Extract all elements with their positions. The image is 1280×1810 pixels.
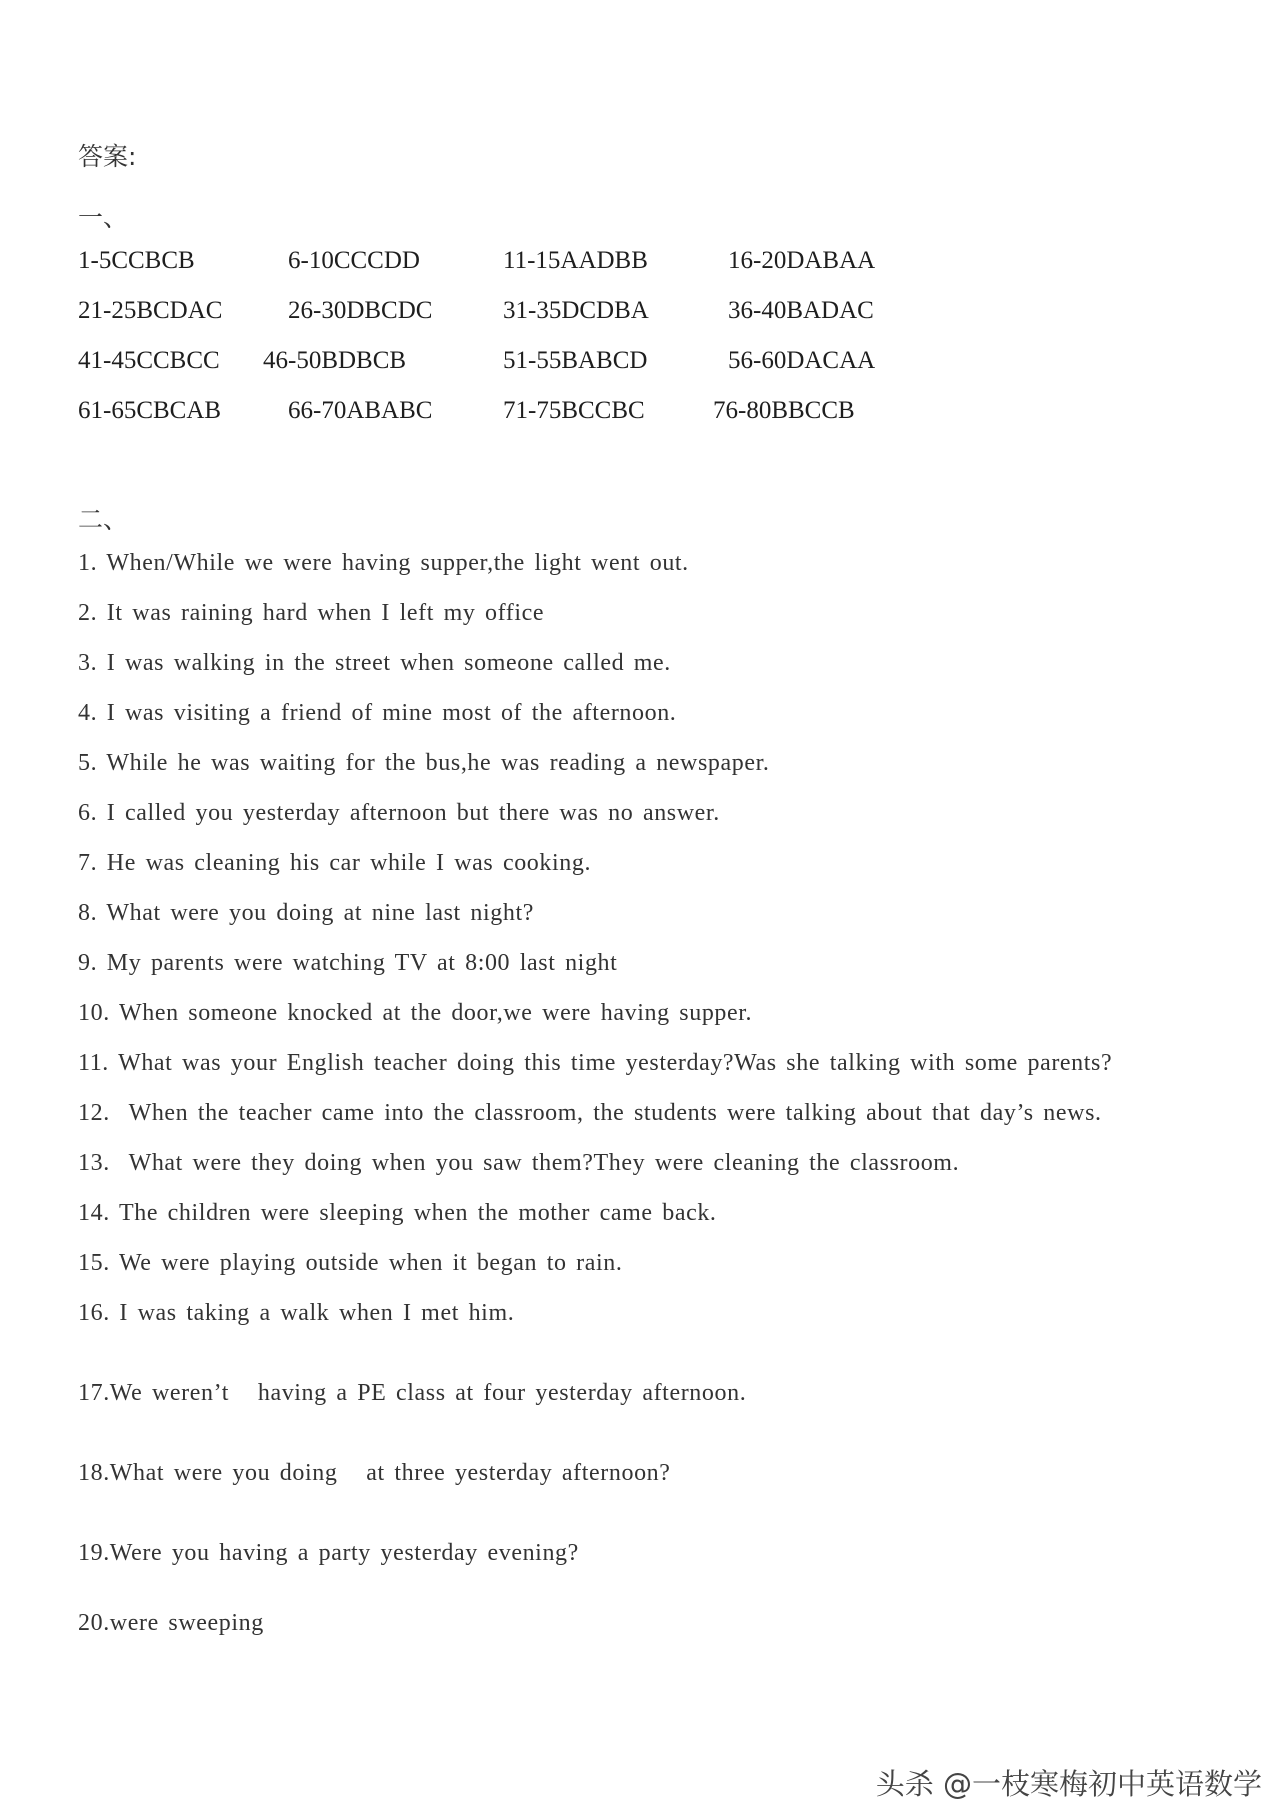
answer-group: 76-80BBCCB (713, 397, 855, 424)
sentence-item: 9. My parents were watching TV at 8:00 last night (78, 950, 618, 976)
answer-group: 26-30DBCDC (288, 297, 433, 324)
sentence-item: 5. While he was waiting for the bus,he was reading a newspaper. (78, 750, 770, 776)
answer-group: 1-5CCBCB (78, 247, 195, 274)
sentence-item: 19.Were you having a party yesterday evening? (78, 1540, 579, 1566)
sentence-item: 16. I was taking a walk when I met him. (78, 1300, 515, 1326)
answer-group: 41-45CCBCC (78, 347, 220, 374)
answer-group: 51-55BABCD (503, 347, 648, 374)
section-1-marker: 一、 (78, 203, 129, 232)
answer-group: 56-60DACAA (728, 347, 876, 374)
sentence-item: 20.were sweeping (78, 1610, 264, 1636)
section-2-marker: 二、 (78, 505, 129, 534)
answers-title: 答案: (78, 142, 137, 171)
answer-group: 71-75BCCBC (503, 397, 645, 424)
sentence-item: 15. We were playing outside when it began to rain. (78, 1250, 623, 1276)
answer-group: 66-70ABABC (288, 397, 433, 424)
sentence-item: 17.We weren’t having a PE class at four yesterday afternoon. (78, 1380, 747, 1406)
sentence-item: 12. When the teacher came into the classroom, the students were talking about that day’s news. (78, 1100, 1102, 1126)
answer-group: 46-50BDBCB (263, 347, 407, 374)
sentence-item: 18.What were you doing at three yesterday afternoon? (78, 1460, 671, 1486)
sentence-item: 8. What were you doing at nine last night? (78, 900, 534, 926)
answer-group: 11-15AADBB (503, 247, 648, 274)
sentence-item: 13. What were they doing when you saw them?They were cleaning the classroom. (78, 1150, 960, 1176)
sentence-item: 11. What was your English teacher doing this time yesterday?Was she talking with some parents? (78, 1050, 1113, 1076)
answer-row (78, 247, 1178, 287)
sentence-item: 2. It was raining hard when I left my office (78, 600, 545, 626)
answer-group: 16-20DABAA (728, 247, 876, 274)
answer-group: 36-40BADAC (728, 297, 874, 324)
answer-row (78, 297, 1178, 337)
sentence-item: 1. When/While we were having supper,the light went out. (78, 550, 689, 576)
sentence-item: 7. He was cleaning his car while I was cooking. (78, 850, 592, 876)
sentence-item: 6. I called you yesterday afternoon but there was no answer. (78, 800, 720, 826)
sentence-item: 3. I was walking in the street when someone called me. (78, 650, 671, 676)
answer-group: 6-10CCCDD (288, 247, 420, 274)
answer-group: 21-25BCDAC (78, 297, 223, 324)
source-watermark: 头杀 @一枝寒梅初中英语数学 (875, 1767, 1262, 1801)
sentence-item: 14. The children were sleeping when the mother came back. (78, 1200, 717, 1226)
answer-row (78, 347, 1178, 387)
answer-group: 31-35DCDBA (503, 297, 649, 324)
answer-group: 61-65CBCAB (78, 397, 222, 424)
sentence-item: 4. I was visiting a friend of mine most of the afternoon. (78, 700, 677, 726)
sentence-item: 10. When someone knocked at the door,we were having supper. (78, 1000, 753, 1026)
answer-row (78, 397, 1178, 437)
